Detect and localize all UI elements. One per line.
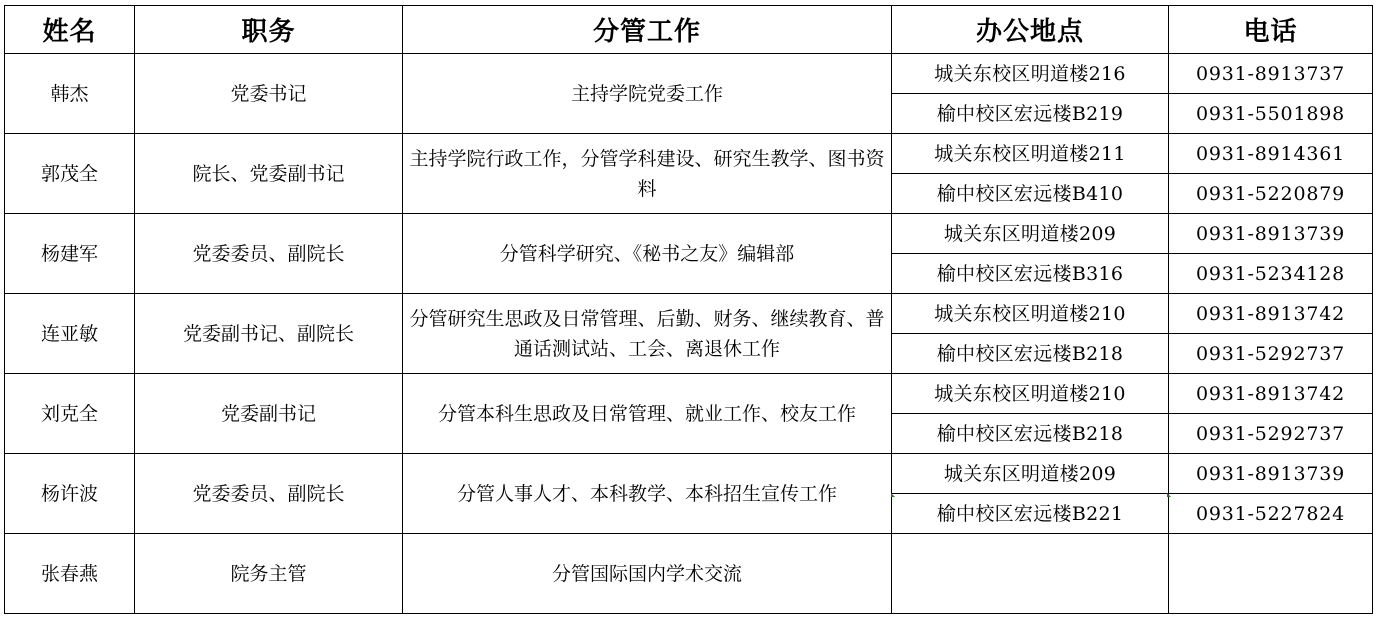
cell-position: 党委副书记、副院长 <box>135 294 403 374</box>
cell-position: 院务主管 <box>135 534 403 614</box>
header-duties: 分管工作 <box>403 6 892 54</box>
cell-duties: 分管人事人才、本科教学、本科招生宣传工作 <box>403 454 892 534</box>
cell-phone: 0931-8913742 <box>1169 374 1373 414</box>
table-row <box>5 214 1373 254</box>
cell-position: 院长、党委副书记 <box>135 134 403 214</box>
cell-office: 城关东校区明道楼210 <box>892 294 1169 334</box>
header-name: 姓名 <box>5 6 135 54</box>
leadership-table <box>4 5 1373 614</box>
cell-phone: 0931-5501898 <box>1169 94 1373 134</box>
table-row <box>5 54 1373 94</box>
cell-position: 党委副书记 <box>135 374 403 454</box>
cell-position: 党委书记 <box>135 54 403 134</box>
cell-comment-marker <box>1167 493 1171 497</box>
cell-office: 榆中校区宏远楼B410 <box>892 174 1169 214</box>
cell-phone: 0931-8913737 <box>1169 54 1373 94</box>
cell-office: 榆中校区宏远楼B219 <box>892 94 1169 134</box>
cell-name: 张春燕 <box>5 534 135 614</box>
cell-phone: 0931-8913742 <box>1169 294 1373 334</box>
table-row <box>5 374 1373 414</box>
cell-duties: 分管科学研究、《秘书之友》编辑部 <box>403 214 892 294</box>
cell-duties: 分管本科生思政及日常管理、就业工作、校友工作 <box>403 374 892 454</box>
table-row <box>5 134 1373 174</box>
cell-office: 城关东区明道楼209 <box>892 454 1169 494</box>
cell-phone: 0931-5292737 <box>1169 414 1373 454</box>
cell-name: 郭茂全 <box>5 134 135 214</box>
cell-office: 城关东区明道楼209 <box>892 214 1169 254</box>
cell-phone <box>1169 534 1373 614</box>
cell-office <box>892 534 1169 614</box>
cell-office: 城关东校区明道楼216 <box>892 54 1169 94</box>
cell-office: 城关东校区明道楼210 <box>892 374 1169 414</box>
header-row <box>5 6 1373 54</box>
cell-office: 榆中校区宏远楼B316 <box>892 254 1169 294</box>
cell-name: 杨许波 <box>5 454 135 534</box>
cell-phone: 0931-5292737 <box>1169 334 1373 374</box>
cell-phone: 0931-8913739 <box>1169 454 1373 494</box>
cell-phone: 0931-5227824 <box>1169 494 1373 534</box>
header-position: 职务 <box>135 6 403 54</box>
cell-phone: 0931-8914361 <box>1169 134 1373 174</box>
cell-name: 刘克全 <box>5 374 135 454</box>
header-phone: 电话 <box>1169 6 1373 54</box>
cell-phone: 0931-5234128 <box>1169 254 1373 294</box>
cell-office: 城关东校区明道楼211 <box>892 134 1169 174</box>
table-row <box>5 454 1373 494</box>
table-row <box>5 534 1373 614</box>
cell-duties: 分管研究生思政及日常管理、后勤、财务、继续教育、普通话测试站、工会、离退休工作 <box>403 294 892 374</box>
header-office: 办公地点 <box>892 6 1169 54</box>
cell-name: 连亚敏 <box>5 294 135 374</box>
cell-duties: 主持学院行政工作，分管学科建设、研究生教学、图书资料 <box>403 134 892 214</box>
cell-office: 榆中校区宏远楼B221 <box>892 494 1169 534</box>
cell-phone: 0931-5220879 <box>1169 174 1373 214</box>
cell-phone: 0931-8913739 <box>1169 214 1373 254</box>
cell-comment-marker <box>891 493 895 497</box>
cell-position: 党委委员、副院长 <box>135 454 403 534</box>
cell-duties: 主持学院党委工作 <box>403 54 892 134</box>
cell-position: 党委委员、副院长 <box>135 214 403 294</box>
cell-office: 榆中校区宏远楼B218 <box>892 334 1169 374</box>
cell-name: 韩杰 <box>5 54 135 134</box>
cell-name: 杨建军 <box>5 214 135 294</box>
cell-duties: 分管国际国内学术交流 <box>403 534 892 614</box>
cell-office: 榆中校区宏远楼B218 <box>892 414 1169 454</box>
table-row <box>5 294 1373 334</box>
